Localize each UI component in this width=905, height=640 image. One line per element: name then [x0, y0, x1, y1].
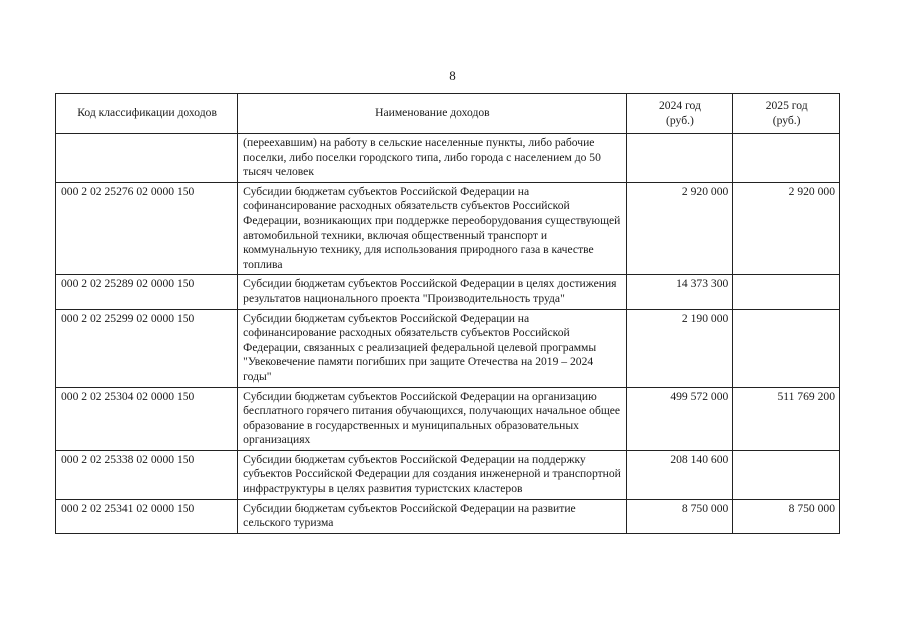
header-2024-text: 2024 год (руб.): [659, 98, 701, 127]
header-2025: [733, 94, 840, 134]
row-amount-2024: 499 572 000: [626, 387, 733, 450]
table-row: [56, 182, 840, 275]
row-name: Субсидии бюджетам субъектов Российской Федерации на софинансирование расходных обязательств субъектов Российской Федерации, связанных с реализацией федеральной целевой программы "Увековечение памяти погибших при защите Отечества на 2019 – 2024 годы": [238, 309, 626, 387]
row-amount-2025: [733, 450, 840, 499]
table-row: [56, 275, 840, 309]
header-code: Код классификации доходов: [56, 94, 238, 134]
row-code: 000 2 02 25341 02 0000 150: [56, 499, 238, 533]
row-amount-2025: [733, 309, 840, 387]
table-header-row: [56, 94, 840, 134]
row-amount-2024: 8 750 000: [626, 499, 733, 533]
row-code: 000 2 02 25304 02 0000 150: [56, 387, 238, 450]
row-code: 000 2 02 25299 02 0000 150: [56, 309, 238, 387]
row-name: (переехавшим) на работу в сельские населенные пункты, либо рабочие поселки, либо поселки городского типа, либо города с населением до 50 тысяч человек: [238, 134, 626, 183]
row-name: Субсидии бюджетам субъектов Российской Федерации на организацию бесплатного горячего питания обучающихся, получающих начальное общее образование в государственных и муниципальных образовательных организациях: [238, 387, 626, 450]
row-code: 000 2 02 25276 02 0000 150: [56, 182, 238, 275]
row-name: Субсидии бюджетам субъектов Российской Федерации в целях достижения результатов национального проекта "Производительность труда": [238, 275, 626, 309]
row-amount-2025: 8 750 000: [733, 499, 840, 533]
row-code: [56, 134, 238, 183]
row-amount-2024: 2 920 000: [626, 182, 733, 275]
row-amount-2024: 14 373 300: [626, 275, 733, 309]
header-2024: [626, 94, 733, 134]
page-number: 8: [449, 68, 456, 83]
table-row: [56, 309, 840, 387]
table-row: [56, 450, 840, 499]
row-amount-2025: 2 920 000: [733, 182, 840, 275]
row-name: Субсидии бюджетам субъектов Российской Федерации на софинансирование расходных обязательств субъектов Российской Федерации, возникающих при поддержке переоборудования существующей автомобильной техники, включая общественный транспорт и коммунальную технику, для использования природного газа в качестве топлива: [238, 182, 626, 275]
row-amount-2025: [733, 275, 840, 309]
table-row: [56, 499, 840, 533]
table-row: [56, 134, 840, 183]
row-amount-2025: [733, 134, 840, 183]
row-amount-2024: 208 140 600: [626, 450, 733, 499]
row-code: 000 2 02 25338 02 0000 150: [56, 450, 238, 499]
table-row: [56, 387, 840, 450]
header-name: Наименование доходов: [238, 94, 626, 134]
row-amount-2024: [626, 134, 733, 183]
row-amount-2025: 511 769 200: [733, 387, 840, 450]
income-table: [55, 93, 840, 534]
row-code: 000 2 02 25289 02 0000 150: [56, 275, 238, 309]
row-name: Субсидии бюджетам субъектов Российской Федерации на развитие сельского туризма: [238, 499, 626, 533]
header-2025-text: 2025 год (руб.): [765, 98, 808, 127]
row-name: Субсидии бюджетам субъектов Российской Федерации на поддержку субъектов Российской Федерации для создания инженерной и транспортной инфраструктуры в целях развития туристских кластеров: [238, 450, 626, 499]
row-amount-2024: 2 190 000: [626, 309, 733, 387]
